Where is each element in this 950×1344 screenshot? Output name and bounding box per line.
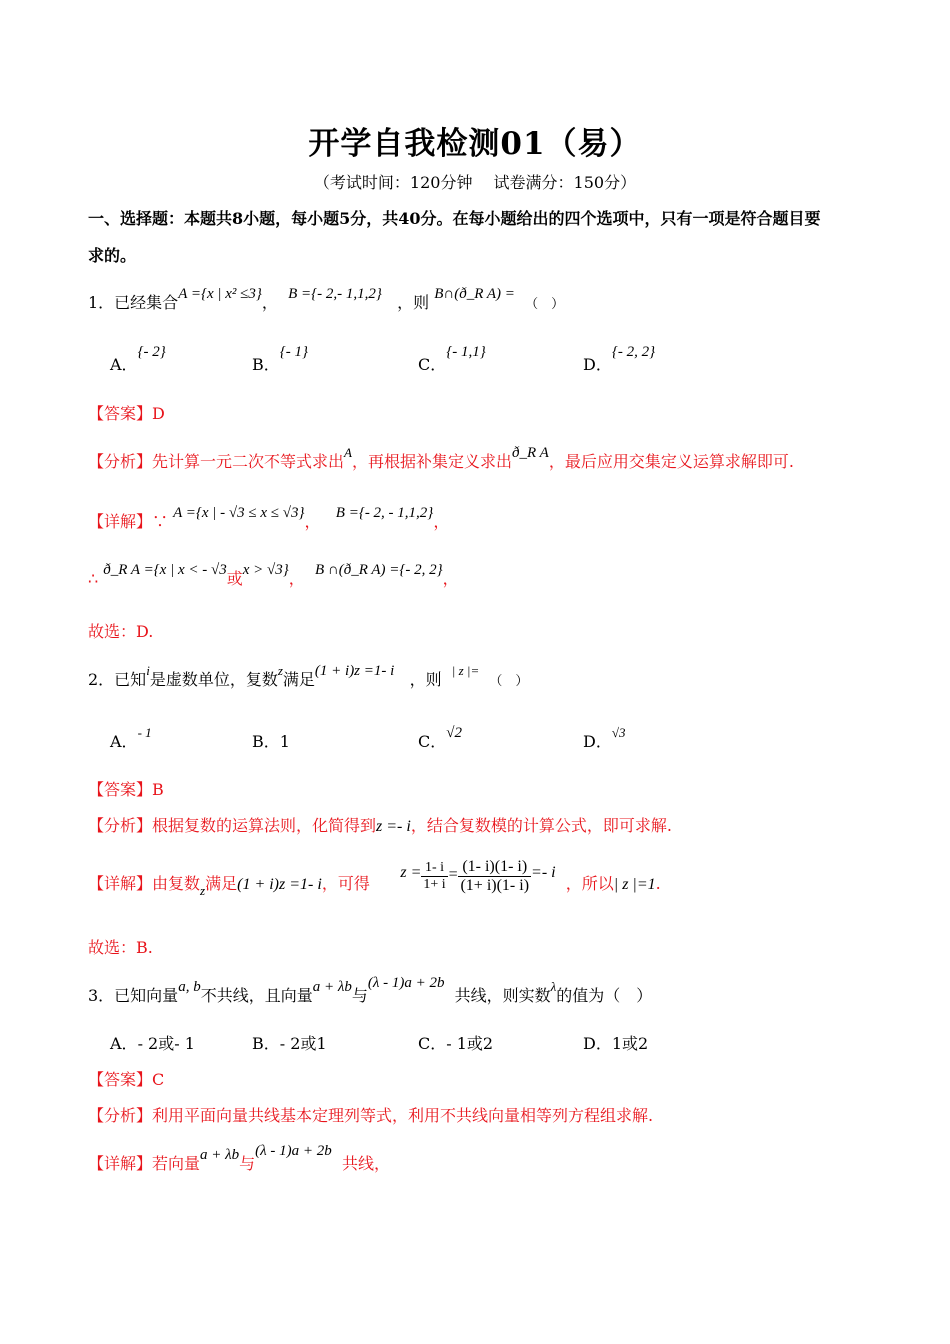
- q2-option-b-value: 1: [279, 732, 290, 751]
- q1-set-a: A ={x | x² ≤3}: [178, 286, 262, 302]
- q1-option-c-value: {- 1,1}: [446, 344, 486, 360]
- q2-detail-text-a: 由复数: [152, 874, 201, 893]
- q1-option-d-value: {- 2, 2}: [611, 344, 656, 360]
- page-title: 开学自我检测01（易）: [308, 126, 642, 162]
- q1-detail-line1: [88, 505, 450, 532]
- q2-option-d[interactable]: D．$^{√3}$: [583, 725, 626, 751]
- q3-vector-1: a + λb: [312, 979, 352, 995]
- q2-answer-tag: 【答案】: [88, 780, 153, 799]
- q3-analysis: [88, 1103, 653, 1126]
- q2-detail-end: .: [655, 874, 661, 893]
- q2-analysis-tag: 【分析】: [88, 816, 153, 835]
- q1-analysis-math-b: ð_R A: [512, 445, 549, 461]
- q2-text2: 满足: [282, 670, 315, 689]
- q1-detail-complement-b: x > √3}: [242, 562, 289, 578]
- q1-set-b: B ={- 2,- 1,1,2}: [288, 286, 382, 302]
- q1-analysis-tag: 【分析】: [88, 452, 153, 471]
- q3-detail-tag: 【详解】: [88, 1154, 153, 1173]
- q3-option-d-value: 1或2: [611, 1034, 649, 1053]
- q3-option-b[interactable]: B．- 2或1: [252, 1034, 327, 1053]
- q2-option-c-value: √2: [446, 725, 462, 741]
- q2-fraction-2: $\frac{(1- i)(1- i)}{(1+ i)(1- i)}$: [460, 858, 530, 894]
- q1-option-b-value: {- 1}: [279, 344, 309, 360]
- q2-analysis-text-b: ，结合复数模的计算公式，即可求解.: [410, 816, 672, 835]
- q2-analysis: [88, 813, 672, 836]
- q2-detail-z: z: [200, 883, 206, 898]
- q2-equation: (1 + i)z =1- i: [314, 663, 395, 679]
- q1-option-d[interactable]: D．{- 2, 2}: [583, 344, 656, 374]
- q1-choice: 故选：D.: [88, 622, 154, 641]
- q3-analysis-text: 利用平面向量共线基本定理列等式，利用不共线向量相等列方程组求解.: [152, 1106, 654, 1125]
- q1-analysis-text-b: ，再根据补集定义求出: [351, 452, 512, 471]
- q1-detail-sep3: ，: [288, 569, 305, 588]
- q2-option-b[interactable]: B．1: [252, 732, 290, 751]
- q2-analysis-math: z =- i: [376, 818, 411, 835]
- q3-detail-text-c: 共线，: [341, 1154, 390, 1173]
- q3-option-b-value: - 2或1: [279, 1034, 327, 1053]
- q1-answer: [88, 401, 165, 424]
- q3-detail-vector-1: a + λb: [200, 1147, 240, 1163]
- q1-expression: B∩(ð_R A) =: [434, 286, 515, 302]
- q1-detail-intersection: B ∩(ð_R A) ={- 2, 2}: [314, 562, 443, 578]
- q2-answer-value: B: [152, 780, 164, 799]
- q1-detail-tag: 【详解】: [88, 512, 153, 531]
- q3-option-c-value: - 1或2: [446, 1034, 494, 1053]
- q1-sep: ，: [261, 293, 278, 312]
- q1-detail-set-a: A ={x | - √3 ≤ x ≤ √3}: [173, 505, 305, 521]
- q3-answer-tag: 【答案】: [88, 1070, 153, 1089]
- section-heading-line2: 求的。: [88, 246, 137, 265]
- q1-detail-line2: [88, 562, 459, 589]
- q1-detail-set-b: B ={- 2, - 1,1,2}: [335, 505, 434, 521]
- q3-detail: [88, 1143, 390, 1174]
- q2-detail-abs: | z |=1: [613, 876, 656, 893]
- q2-then: ，则: [409, 670, 442, 689]
- q1-answer-tag: 【答案】: [88, 404, 153, 423]
- q1-option-a[interactable]: A．{- 2}: [110, 344, 166, 374]
- q3-text1: 不共线，且向量: [200, 986, 313, 1005]
- q2-detail-result: =- i: [531, 864, 556, 881]
- q2-detail-equation: (1 + i)z =1- i: [237, 876, 322, 893]
- q1-analysis-text-a: 先计算一元二次不等式求出: [152, 452, 345, 471]
- q1-detail-complement: ð_R A ={x | x < - √3: [103, 562, 227, 578]
- therefore-symbol: ∴: [88, 569, 99, 588]
- q1-detail-sep4: ，: [442, 569, 459, 588]
- q2-option-d-value: √3: [611, 725, 626, 740]
- q2-detail-text-d: ，所以: [565, 874, 614, 893]
- q3-detail-text-a: 若向量: [152, 1154, 201, 1173]
- q2-abs: | z |=: [451, 663, 480, 678]
- q2-detail-text-b: 满足: [205, 874, 238, 893]
- q3-math-ab: a, b: [178, 979, 201, 995]
- q3-option-a[interactable]: A．- 2或- 1: [110, 1034, 195, 1053]
- q2-fraction-1: $\frac{1- i}{1+ i}$: [423, 860, 446, 892]
- question-2: [88, 663, 529, 690]
- q3-prefix: 3．已知向量: [88, 986, 179, 1005]
- q2-prefix: 2．已知: [88, 670, 147, 689]
- q2-detail-text-c: ，可得: [321, 874, 370, 893]
- q3-option-d[interactable]: D．1或2: [583, 1034, 649, 1053]
- q3-option-c[interactable]: C．- 1或2: [418, 1034, 494, 1053]
- q1-paren: （ ）: [525, 297, 565, 312]
- q3-option-a-value: - 2或- 1: [137, 1034, 195, 1053]
- q2-choice: 故选：B.: [88, 938, 153, 957]
- q2-detail-tag: 【详解】: [88, 874, 153, 893]
- exam-info: （考试时间：120分钟 试卷满分：150分）: [313, 173, 637, 192]
- q3-text4: 的值为（ ）: [556, 986, 653, 1005]
- q2-math-z: z: [277, 663, 283, 678]
- q2-text1: 是虚数单位，复数: [149, 670, 278, 689]
- q3-answer-value: C: [152, 1070, 165, 1089]
- q3-answer: [88, 1067, 164, 1090]
- q2-analysis-text-a: 根据复数的运算法则，化简得到: [152, 816, 377, 835]
- q1-option-a-value: {- 2}: [137, 344, 166, 360]
- q3-analysis-tag: 【分析】: [88, 1106, 153, 1125]
- q1-detail-or: 或: [226, 569, 243, 588]
- q1-analysis-math-a: A: [344, 445, 352, 460]
- q1-analysis-text-c: ，最后应用交集定义运算求解即可.: [548, 452, 794, 471]
- q2-math-i: i: [146, 663, 150, 678]
- q3-vector-2: (λ - 1)a + 2b: [367, 975, 445, 991]
- q3-text3: 共线，则实数: [454, 986, 551, 1005]
- q1-option-c[interactable]: C．{- 1,1}: [418, 344, 486, 374]
- q1-prefix: 1．已经集合: [88, 293, 179, 312]
- question-1: [88, 286, 565, 313]
- q1-detail-sep2: ，: [433, 512, 450, 531]
- q3-lambda: λ: [550, 979, 557, 994]
- section-heading-line1: 一、选择题：本题共8小题，每小题5分，共40分。在每小题给出的四个选项中，只有一项是符合题目要: [88, 209, 821, 228]
- q2-detail: 【详解】由复数$_z$满足(1 + i)z =1- i，可得 z = $\frac{1- i}{1+ i}$ = $\frac{(1- i)(1- i)}{(1+ i)(1- i)}$ =- i ，所以| z |=1.: [88, 858, 661, 898]
- q3-text2: 与: [351, 986, 368, 1005]
- because-symbol: ∵: [152, 512, 169, 531]
- q2-paren: （ ）: [489, 674, 529, 689]
- q2-option-a[interactable]: A．$^{- 1}$: [110, 725, 152, 751]
- q1-detail-sep1: ，: [304, 512, 321, 531]
- q3-detail-vector-2: (λ - 1)a + 2b: [255, 1143, 332, 1159]
- q2-option-a-value: - 1: [137, 725, 152, 740]
- question-3: [88, 975, 653, 1006]
- q1-analysis: [88, 445, 794, 472]
- q2-option-c[interactable]: C．√2: [418, 725, 462, 751]
- q1-option-b[interactable]: B．{- 1}: [252, 344, 309, 374]
- q1-then: ，则: [397, 293, 430, 312]
- q2-answer: [88, 777, 164, 800]
- q3-detail-text-b: 与: [239, 1154, 256, 1173]
- q1-answer-value: D: [152, 404, 165, 423]
